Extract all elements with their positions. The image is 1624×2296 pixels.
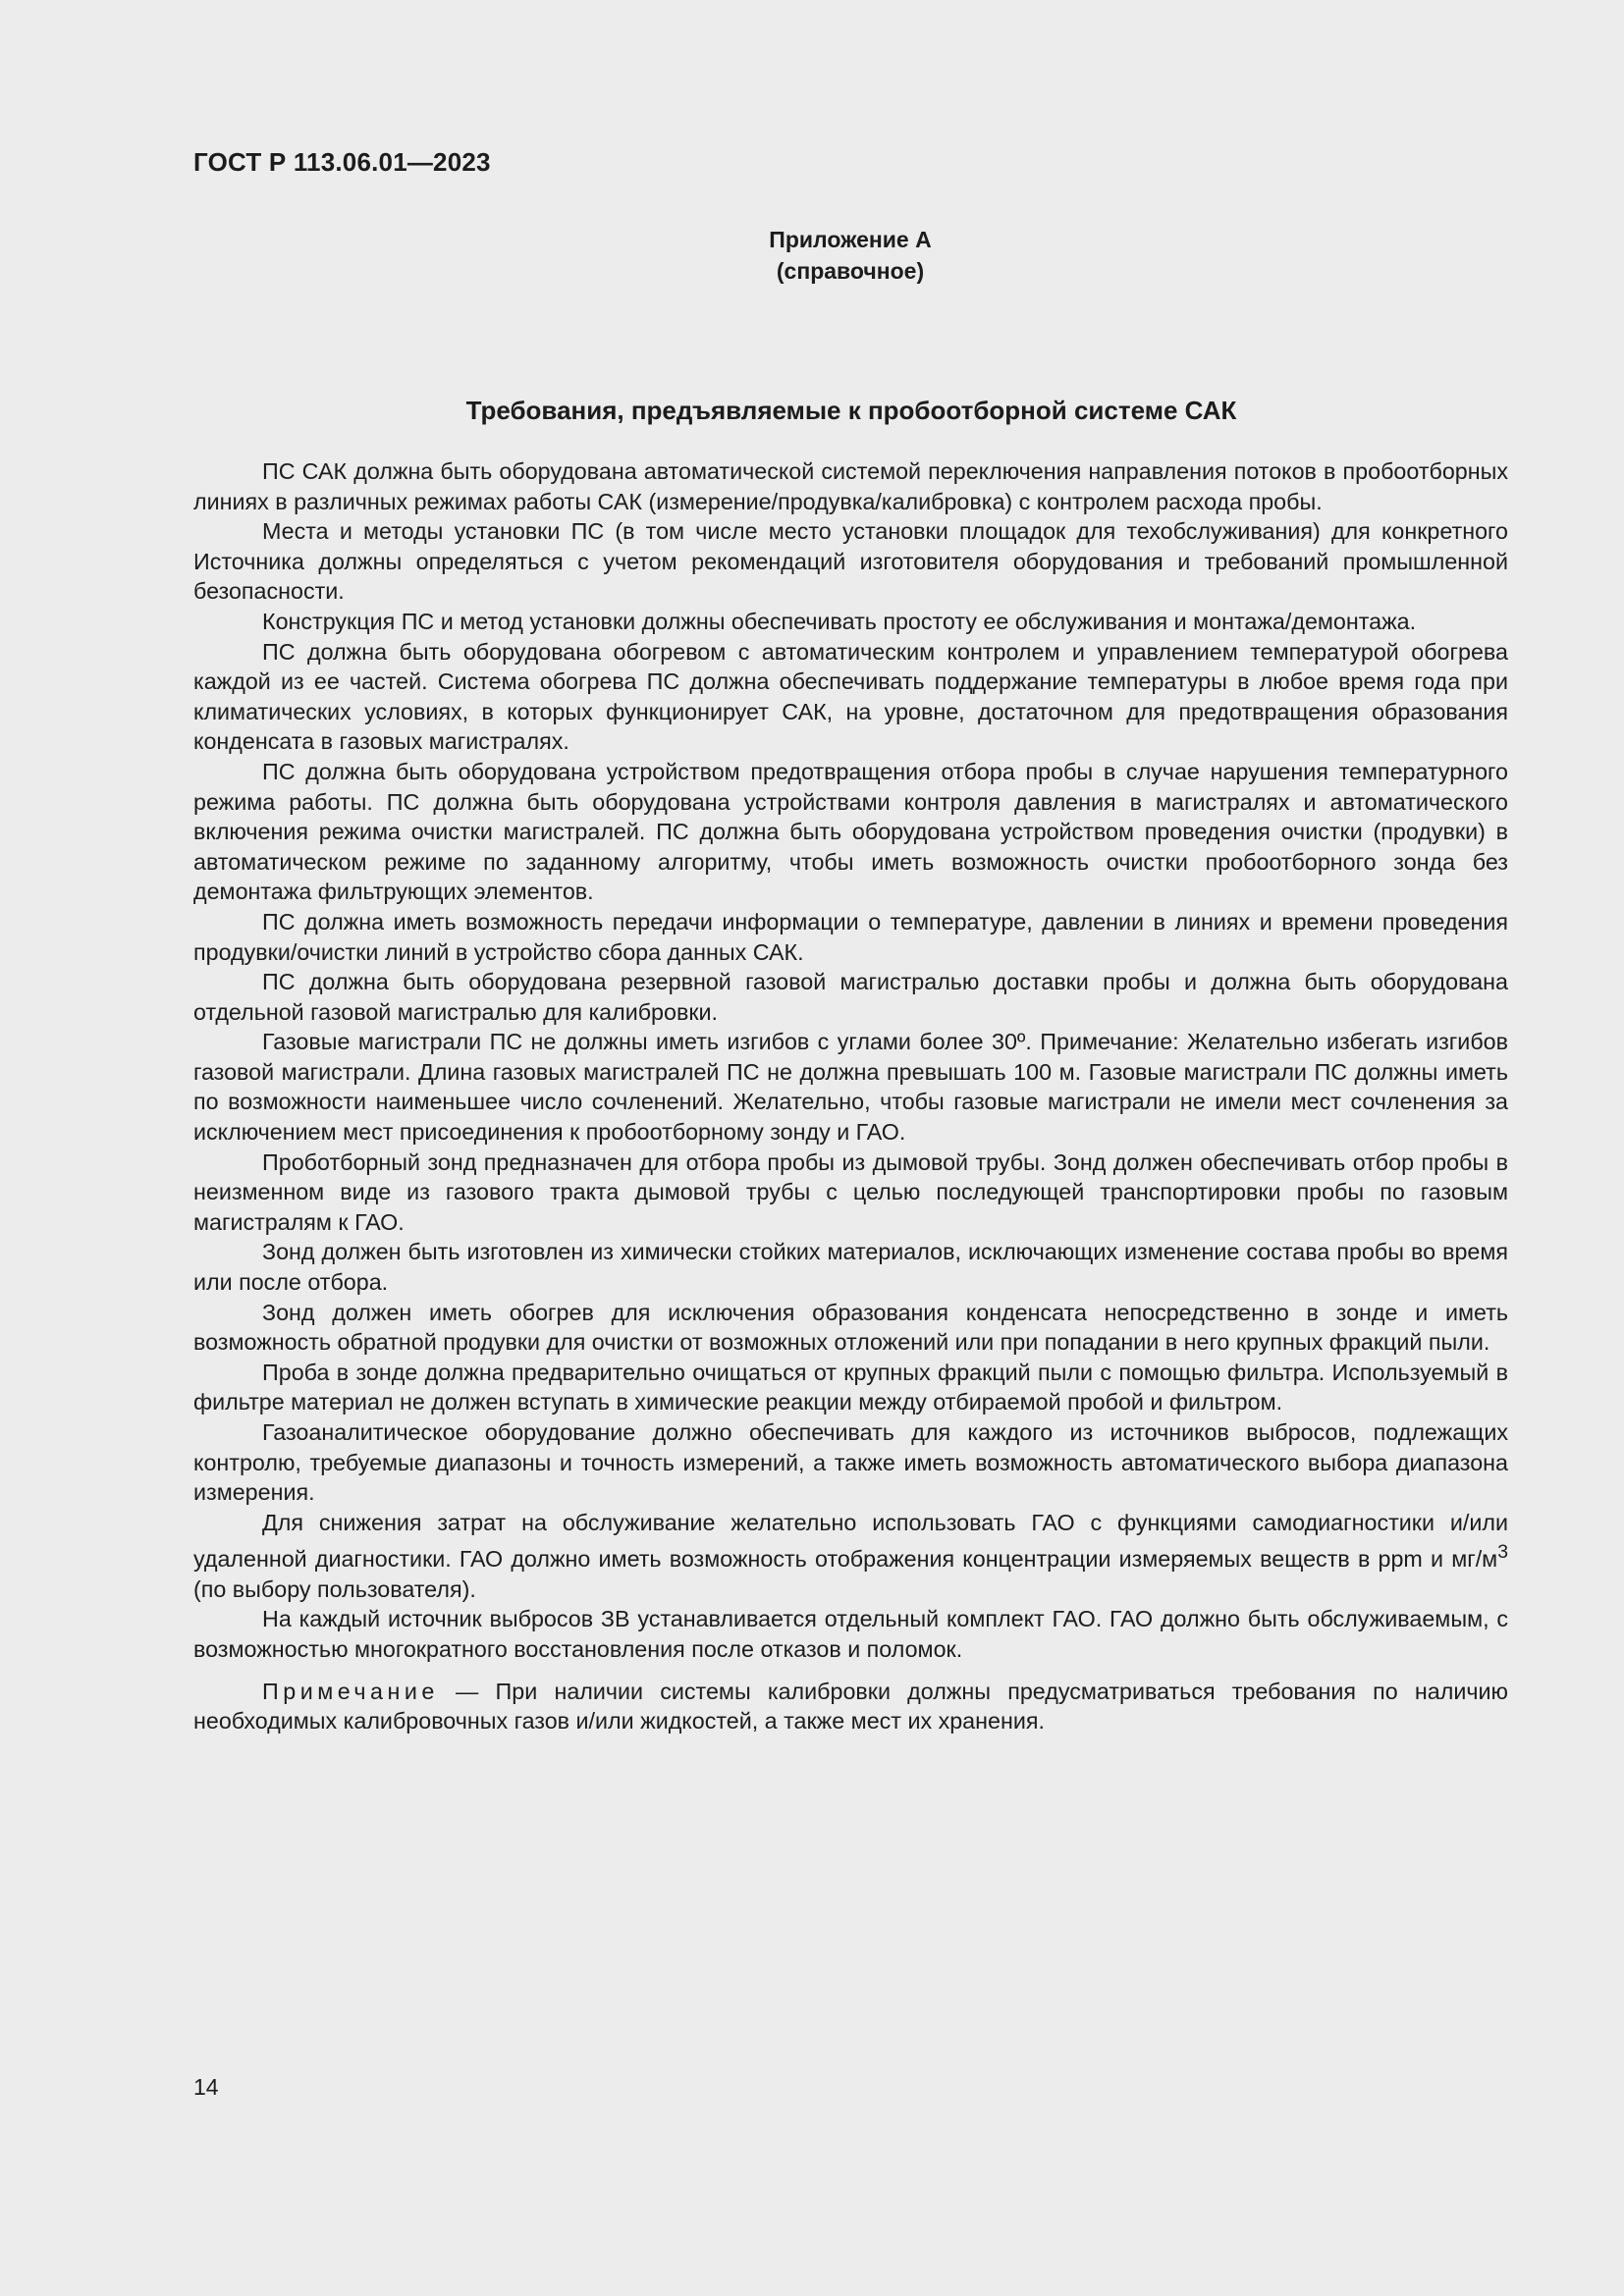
body-text (193, 456, 1508, 1736)
paragraph: Газовые магистрали ПС не должны иметь изгибов с углами более 30º. Примечание: Желательно избегать изгибов газовой магистрали. Длина газовых магистралей ПС не должна превышать 100 м. Газовые магистрали ПС должны иметь по возможности наименьшее число сочленений. Желательно, чтобы газовые магистрали не имели мест сочленения за исключением мест присоединения к пробоотборному зонду и ГАО. (193, 1029, 1508, 1146)
paragraph: Проботборный зонд предназначен для отбора пробы из дымовой трубы. Зонд должен обеспечивать отбор пробы в неизменном виде из газового тракта дымовой трубы с целью последующей транспортировки пробы по газовым магистралям к ГАО. (193, 1148, 1508, 1235)
section-title: Требования, предъявляемые к пробоотборной системе САК (465, 396, 1237, 425)
document-code: ГОСТ Р 113.06.01—2023 (193, 147, 491, 177)
superscript-cubed: 3 (1497, 1541, 1508, 1564)
appendix-heading (0, 224, 1624, 287)
paragraph: Зонд должен иметь обогрев для исключения образования конденсата непосредственно в зонде и иметь возможность обратной продувки для очистки от возможных отложений или при попадании в него крупных фракций пыли. (193, 1299, 1508, 1356)
note-label: Примечание (262, 1678, 439, 1704)
paragraph: ПС САК должна быть оборудована автоматической системой переключения направления потоков в пробоотборных линиях в различных режимах работы САК (измерение/продувка/калибровка) с контролем расхода пробы. (193, 458, 1508, 514)
paragraph: Конструкция ПС и метод установки должны обеспечивать простоту ее обслуживания и монтажа/демонтажа. (262, 608, 1417, 634)
note (193, 1677, 1508, 1736)
paragraph: ПС должна быть оборудована обогревом с автоматическим контролем и управлением температурой обогрева каждой из ее частей. Система обогрева ПС должна обеспечивать поддержание температуры в любое время года при климатических условиях, в которых функционирует САК, на уровне, достаточном для предотвращения образования конденсата в газовых магистралях. (193, 638, 1508, 755)
note-text: — При наличии системы калибровки должны предусматриваться требования по наличию необходимых калибровочных газов и/или жидкостей, а также мест их хранения. (193, 1678, 1508, 1735)
paragraph: Зонд должен быть изготовлен из химически стойких материалов, исключающих изменение состава пробы во время или после отбора. (193, 1239, 1508, 1296)
paragraph: ПС должна быть оборудована устройством предотвращения отбора пробы в случае нарушения температурного режима работы. ПС должна быть оборудована устройствами контроля давления в магистралях и автоматического включения режима очистки магистралей. ПС должна быть оборудована устройством проведения очистки (продувки) в автоматическом режиме по заданному алгоритму, чтобы иметь возможность очистки пробоотборного зонда без демонтажа фильтрующих элементов. (193, 758, 1508, 905)
appendix-label: Приложение А (769, 227, 932, 252)
paragraph: ПС должна иметь возможность передачи информации о температуре, давлении в линиях и времени проведения продувки/очистки линий в устройство сбора данных САК. (193, 908, 1508, 965)
page-number: 14 (193, 2074, 219, 2100)
units-paragraph (193, 1508, 1508, 1605)
appendix-kind: (справочное) (776, 258, 925, 284)
units-paragraph-text: Для снижения затрат на обслуживание желательно использовать ГАО с функциями самодиагностики и/или удаленной диагностики. ГАО должно иметь возможность отображения концентрации измеряемых веществ в ppm и мг/м (193, 1509, 1508, 1573)
paragraph: Газоаналитическое оборудование должно обеспечивать для каждого из источников выбросов, подлежащих контролю, требуемые диапазоны и точность измерений, а также иметь возможность автоматического выбора диапазона измерения. (193, 1419, 1508, 1506)
paragraph: На каждый источник выбросов ЗВ устанавливается отдельный комплект ГАО. ГАО должно быть обслуживаемым, с возможностью многократного восстановления после отказов и поломок. (193, 1606, 1508, 1662)
units-paragraph-tail: (по выбору пользователя). (193, 1575, 476, 1602)
paragraph: Проба в зонде должна предварительно очищаться от крупных фракций пыли с помощью фильтра. Используемый в фильтре материал не должен вступать в химические реакции между отбираемой пробой и фильтром. (193, 1359, 1508, 1415)
paragraph: ПС должна быть оборудована резервной газовой магистралью доставки пробы и должна быть оборудована отдельной газовой магистралью для калибровки. (193, 969, 1508, 1025)
paragraph: Места и методы установки ПС (в том числе место установки площадок для техобслуживания) для конкретного Источника должны определяться с учетом рекомендаций изготовителя оборудования и требований промышленной безопасности. (193, 518, 1508, 605)
